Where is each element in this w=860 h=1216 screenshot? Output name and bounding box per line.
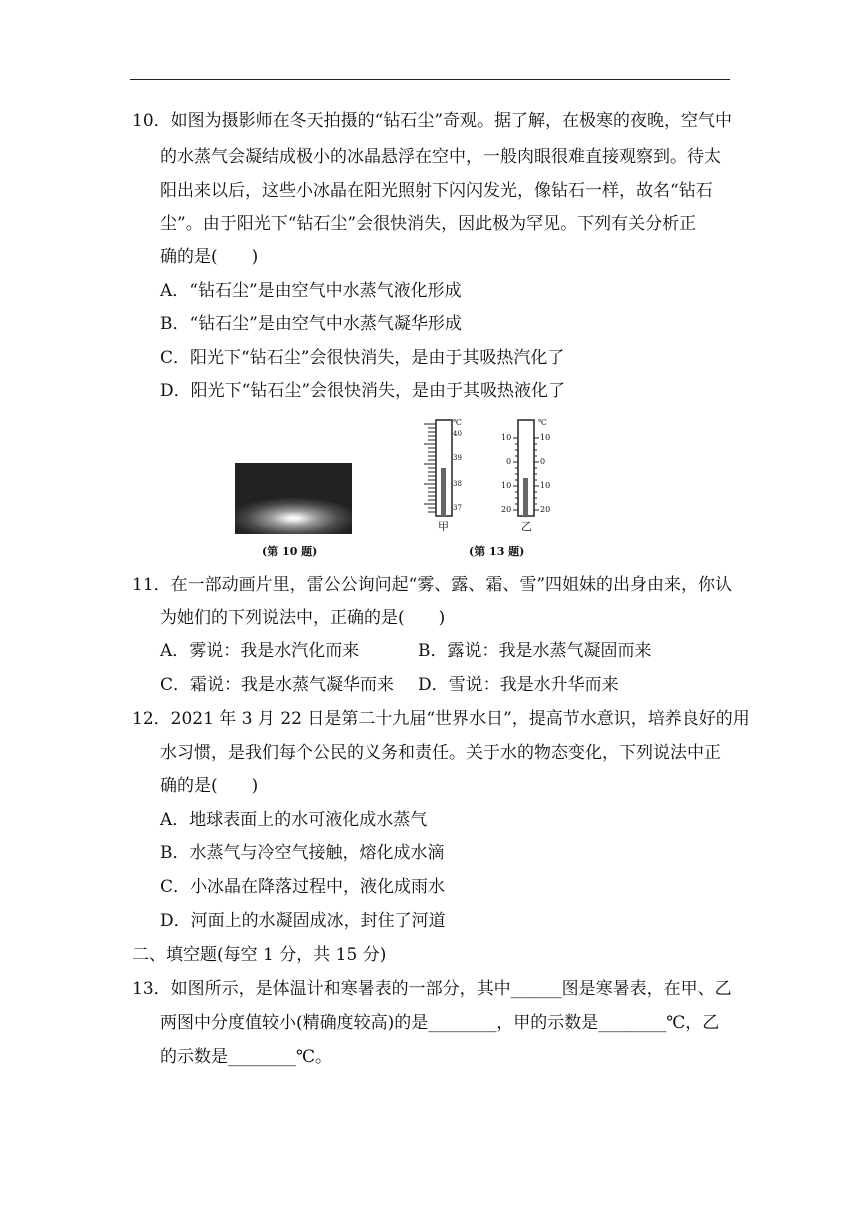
q10-option-b: B．“钻石尘”是由空气中水蒸气凝华形成 [160,314,462,334]
q13-line-2: 两图中分度值较小(精确度较高)的是________，甲的示数是________℃，乙 [160,1013,720,1033]
q10-option-d: D．阳光下“钻石尘”会很快消失，是由于其吸热液化了 [160,381,566,401]
q12-option-d: D．河面上的水凝固成冰，封住了河道 [160,911,446,931]
q13-line-3: 的示数是________℃。 [160,1047,333,1067]
thermo-jia-tick-38: 38 [453,480,462,488]
figure-10-caption: (第 10 题) [262,545,318,558]
q11-option-b: B．露说：我是水蒸气凝固而来 [418,641,652,661]
q12-option-b: B．水蒸气与冷空气接触，熔化成水滴 [160,843,445,863]
thermo-yi-unit: ℃ [538,418,547,427]
q10-line-1: 10．如图为摄影师在冬天拍摄的“钻石尘”奇观。据了解，在极寒的夜晚，空气中 [132,111,733,131]
q11-option-a: A．雾说：我是水汽化而来 [160,641,360,661]
q10-line-2: 的水蒸气会凝结成极小的冰晶悬浮在空中，一般肉眼很难直接观察到。待太 [160,147,721,167]
thermo-yi-right-neg20: 20 [540,505,551,514]
q11-line-2: 为她们的下列说法中，正确的是( ) [160,608,446,628]
q12-option-c: C．小冰晶在降落过程中，液化成雨水 [160,877,446,897]
q13-line-1: 13．如图所示，是体温计和寒暑表的一部分，其中______图是寒暑表，在甲、乙 [132,979,732,999]
q10-line-5: 确的是( ) [160,247,259,267]
thermo-jia-tick-40: 40 [453,430,462,438]
diamond-dust-photo [235,463,352,534]
q12-option-a: A．地球表面上的水可液化成水蒸气 [160,810,428,830]
thermo-jia-unit: ℃ [453,418,462,427]
q12-line-3: 确的是( ) [160,776,259,796]
q12-line-1: 12．2021 年 3 月 22 日是第二十九届“世界水日”，提高节水意识，培养良好的用 [132,709,750,729]
thermo-yi-right-10: 10 [540,433,551,442]
q11-line-1: 11．在一部动画片里，雷公公询问起“雾、露、霜、雪”四姐妹的出身由来，你认 [132,575,733,595]
thermo-yi-right-neg10: 10 [540,481,551,490]
section-2-heading: 二、填空题(每空 1 分，共 15 分) [132,945,387,965]
thermo-yi-left-10: 10 [501,433,512,442]
q11-option-c: C．霜说：我是水蒸气凝华而来 [160,675,395,695]
thermo-yi-left-neg20: 20 [501,505,512,514]
thermo-jia-tick-39: 39 [453,454,462,462]
q10-option-a: A．“钻石尘”是由空气中水蒸气液化形成 [160,281,462,301]
thermo-yi-left-0: 0 [506,457,512,466]
q10-option-c: C．阳光下“钻石尘”会很快消失，是由于其吸热汽化了 [160,348,565,368]
thermometer-yi [500,418,552,536]
thermo-jia-label: 甲 [438,520,449,533]
figure-13-caption: (第 13 题) [469,545,525,558]
thermo-yi-right-0: 0 [540,457,546,466]
q10-line-4: 尘”。由于阳光下“钻石尘”会很快消失，因此极为罕见。下列有关分析正 [160,214,697,234]
thermo-yi-left-neg10: 10 [501,481,512,490]
thermo-yi-label: 乙 [521,520,532,533]
thermo-jia-tick-37: 37 [453,504,462,512]
header-rule [130,79,730,80]
thermometer-jia [420,418,460,536]
q10-line-3: 阳出来以后，这些小冰晶在阳光照射下闪闪发光，像钻石一样，故名“钻石 [160,181,713,201]
q11-option-d: D．雪说：我是水升华而来 [418,675,619,695]
q12-line-2: 水习惯，是我们每个公民的义务和责任。关于水的物态变化，下列说法中正 [160,743,721,763]
